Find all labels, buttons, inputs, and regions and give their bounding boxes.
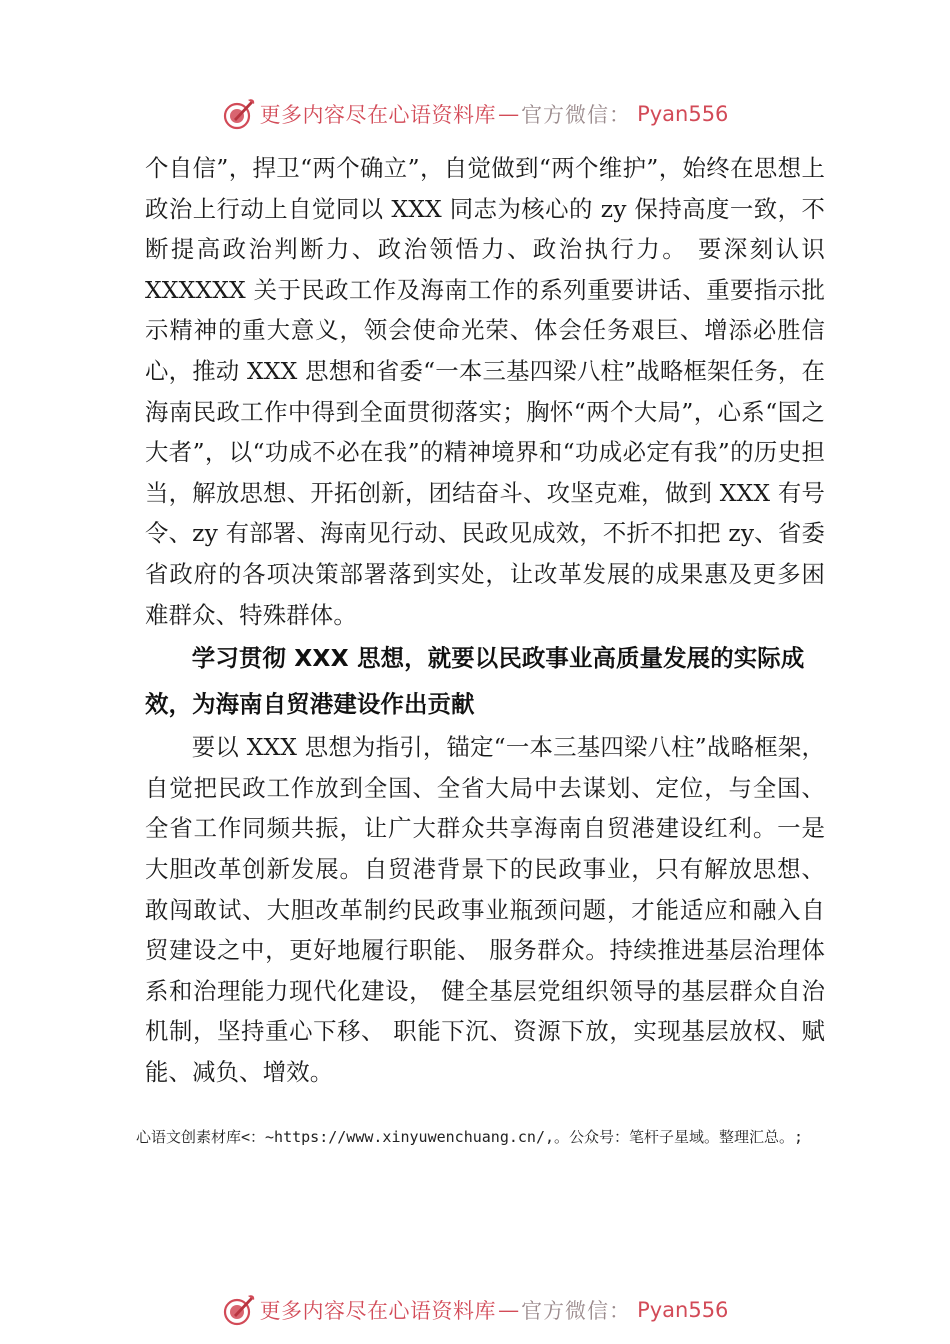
source-footnote: 心语文创素材库<：~https://www.xinyuwenchuang.cn/,。公众号：笔杆子星域。整理汇总。; [136, 1128, 804, 1146]
section-heading: 学习贯彻 XXX 思想，就要以民政事业高质量发展的实际成效，为海南自贸港建设作出贡献 [145, 644, 805, 719]
quill-logo-icon [222, 1293, 256, 1327]
banner-wechat-id: Pyan556 [637, 1298, 729, 1322]
quill-logo-icon [222, 97, 256, 131]
banner-wechat-label: 官方微信： [521, 1299, 632, 1323]
document-body [145, 148, 825, 1092]
banner-dash: — [498, 1298, 520, 1322]
banner-site-text: 更多内容尽在心语资料库 [259, 103, 497, 127]
banner-dash: — [498, 102, 520, 126]
body-paragraph-1: 个自信”，捍卫“两个确立”，自觉做到“两个维护”，始终在思想上政治上行动上自觉同以 XXX 同志为核心的 zy 保持高度一致，不断提高政治判断力、政治领悟力、政治执行力。 要深刻认识 XXXXXX 关于民政工作及海南工作的系列重要讲话、重要指示批示精神的重大意义，领会使命光荣、体会任务艰巨、增添必胜信心，推动 XXX 思想和省委“一本三基四梁八柱”战略框架任务，在海南民政工作中得到全面贯彻落实；胸怀“两个大局”，心系“国之大者”，以“功成不必在我”的精神境界和“功成必定有我”的历史担当，解放思想、开拓创新，团结奋斗、攻坚克难，做到 XXX 有号令、zy 有部署、海南见行动、民政见成效，不折不扣把 zy、省委省政府的各项决策部署落到实处，让改革发展的成果惠及更多困难群众、特殊群体。 [145, 154, 825, 629]
banner-site-text: 更多内容尽在心语资料库 [259, 1299, 497, 1323]
banner-wechat-label: 官方微信： [521, 103, 632, 127]
header-banner [0, 94, 950, 134]
banner-wechat-id: Pyan556 [637, 102, 729, 126]
body-paragraph-2: 要以 XXX 思想为指引，锚定“一本三基四梁八柱”战略框架，自觉把民政工作放到全国、全省大局中去谋划、定位，与全国、全省工作同频共振，让广大群众共享海南自贸港建设红利。一是大胆改革创新发展。自贸港背景下的民政事业，只有解放思想、敢闯敢试、大胆改革制约民政事业瓶颈问题，才能适应和融入自贸建设之中，更好地履行职能、 服务群众。持续推进基层治理体系和治理能力现代化建设， 健全基层党组织领导的基层群众自治机制，坚持重心下移、 职能下沉、资源下放，实现基层放权、赋能、减负、增效。 [145, 733, 825, 1086]
footer-banner [0, 1290, 950, 1330]
